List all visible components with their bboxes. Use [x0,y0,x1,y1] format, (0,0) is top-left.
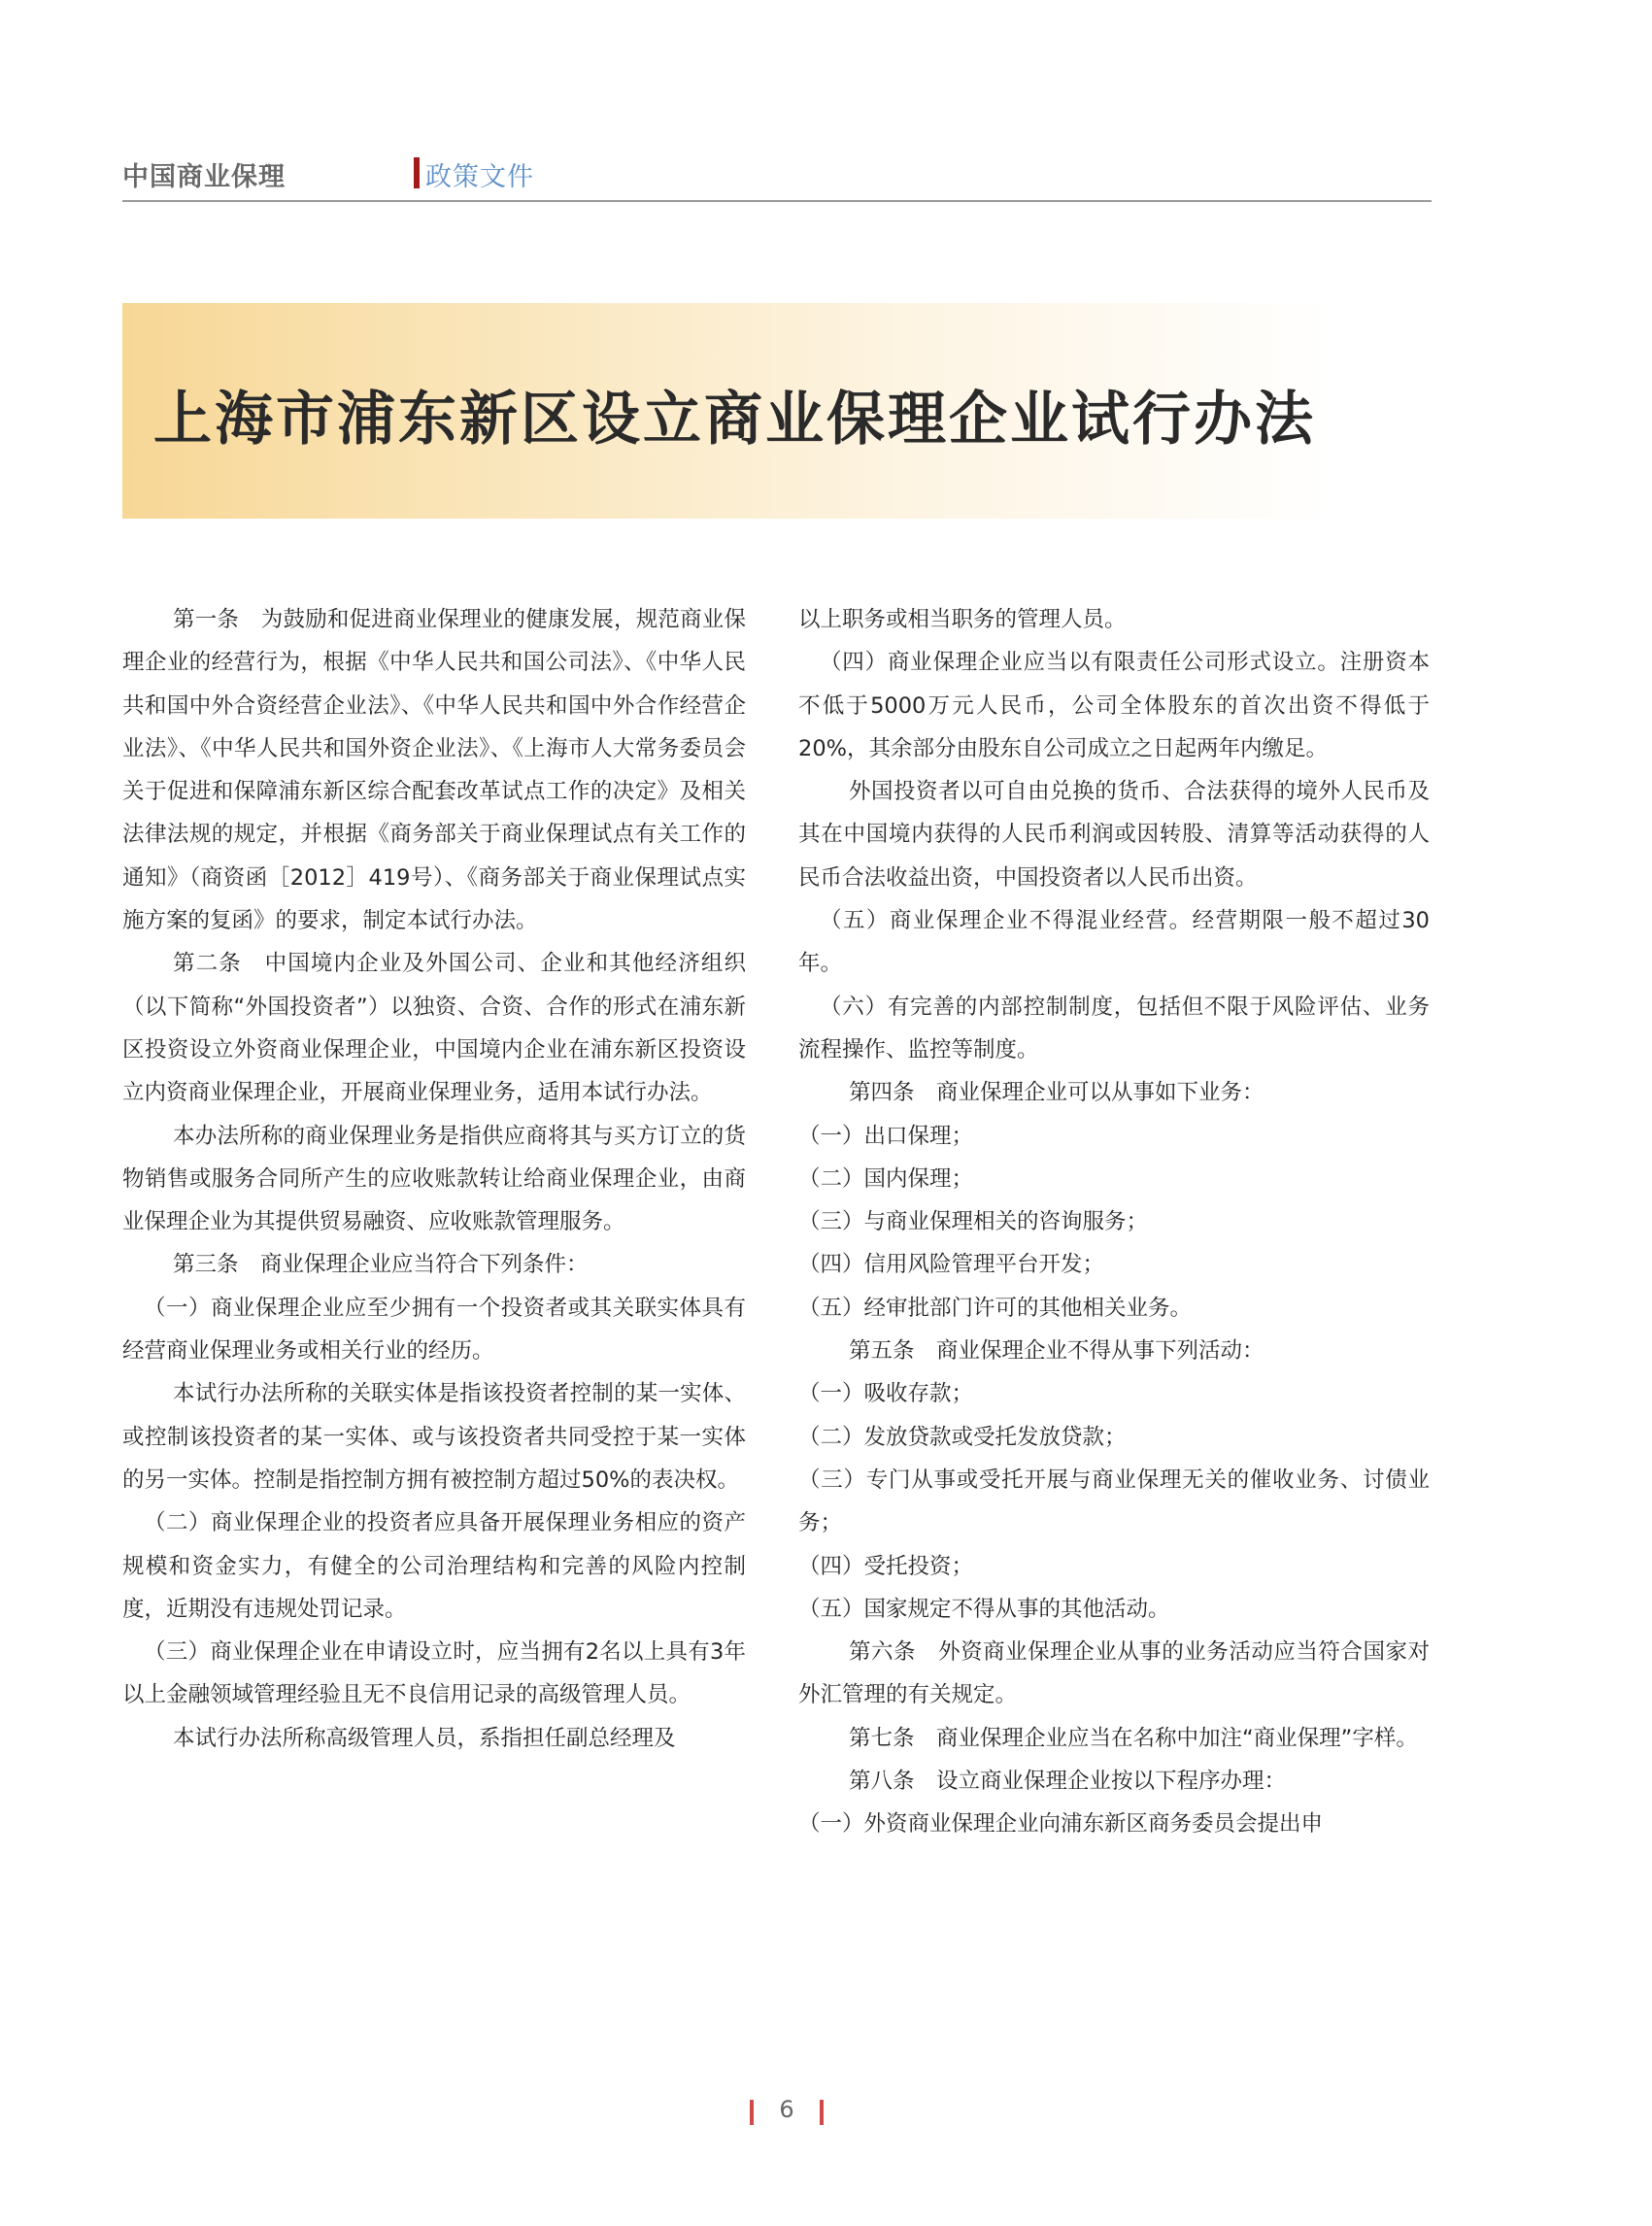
paragraph: 外国投资者以可自由兑换的货币、合法获得的境外人民币及其在中国境内获得的人民币利润或因转股、清算等活动获得的人民币合法收益出资，中国投资者以人民币出资。 [798,779,1430,891]
paragraph: 第七条 商业保理企业应当在名称中加注“商业保理”字样。 [849,1725,1418,1751]
paragraph: 第二条 中国境内企业及外国公司、企业和其他经济组织（以下简称“外国投资者”）以独资、合资、合作的形式在浦东新区投资设立外资商业保理企业，中国境内企业在浦东新区投资设立内资商业保理企业，开展商业保理业务，适用本试行办法。 [122,951,746,1106]
paragraph: 本试行办法所称高级管理人员，系指担任副总经理及 [173,1725,676,1751]
page-number-right-bar [820,2100,824,2125]
magazine-name: 中国商业保理 [122,162,286,192]
paragraph: （一）商业保理企业应至少拥有一个投资者或其关联实体具有经营商业保理业务或相关行业的经历。 [122,1295,746,1365]
left-column [122,598,746,1760]
document-title: 上海市浦东新区设立商业保理企业试行办法 [153,386,1316,454]
paragraph: 第五条 商业保理企业不得从事下列活动： [849,1338,1264,1365]
page-number-text: 6 [779,2096,794,2123]
paragraph: 本办法所称的商业保理业务是指供应商将其与买方订立的货物销售或服务合同所产生的应收账款转让给商业保理企业，由商业保理企业为其提供贸易融资、应收账款管理服务。 [122,1123,746,1235]
header-divider-bar [414,157,420,188]
list-item: （一）出口保理； [798,1123,974,1149]
paragraph: （二）商业保理企业的投资者应具备开展保理业务相应的资产规模和资金实力，有健全的公司治理结构和完善的风险内控制度，近期没有违规处罚记录。 [122,1510,746,1622]
list-item: （三）专门从事或受托开展与商业保理无关的催收业务、讨债业务； [798,1467,1430,1536]
list-item: （二）发放贷款或受托发放贷款； [798,1424,1127,1450]
paragraph: 第八条 设立商业保理企业按以下程序办理： [849,1769,1287,1795]
list-item: （二）国内保理； [798,1165,974,1192]
right-column [798,598,1430,1846]
section-name: 政策文件 [425,162,534,192]
paragraph: 第六条 外资商业保理企业从事的业务活动应当符合国家对外汇管理的有关规定。 [798,1639,1430,1708]
paragraph: 以上职务或相当职务的管理人员。 [798,607,1127,632]
paragraph: 第四条 商业保理企业可以从事如下业务： [849,1080,1264,1106]
paragraph: （四）商业保理企业应当以有限责任公司形式设立。注册资本不低于5000万元人民币，公司全体股东的首次出资不得低于20%，其余部分由股东自公司成立之日起两年内缴足。 [798,650,1430,761]
paragraph: 第三条 商业保理企业应当符合下列条件： [173,1252,589,1278]
page-number [738,2096,835,2131]
paragraph: （三）商业保理企业在申请设立时，应当拥有2名以上具有3年以上金融领域管理经验且无不良信用记录的高级管理人员。 [122,1639,746,1708]
paragraph: （一）外资商业保理企业向浦东新区商务委员会提出申 [798,1811,1324,1838]
paragraph: （五）商业保理企业不得混业经营。经营期限一般不超过30年。 [798,908,1430,977]
running-header [122,148,1432,202]
list-item: （一）吸收存款； [798,1381,974,1407]
list-item: （四）信用风险管理平台开发； [798,1252,1105,1278]
list-item: （三）与商业保理相关的咨询服务； [798,1209,1149,1235]
list-item: （五）国家规定不得从事的其他活动。 [798,1596,1170,1622]
paragraph: 第一条 为鼓励和促进商业保理业的健康发展，规范商业保理企业的经营行为，根据《中华人民共和国公司法》、《中华人民共和国中外合资经营企业法》、《中华人民共和国中外合作经营企业法》、《中华人民共和国外资企业法》、《上海市人大常务委员会关于促进和保障浦东新区综合配套改革试点工作的决定》及相关法律法规的规定，并根据《商务部关于商业保理试点有关工作的通知》（商资函［2012］419号）、《商务部关于商业保理试点实施方案的复函》的要求，制定本试行办法。 [122,607,746,934]
paragraph: （六）有完善的内部控制制度，包括但不限于风险评估、业务流程操作、监控等制度。 [798,994,1430,1062]
paragraph: 本试行办法所称的关联实体是指该投资者控制的某一实体、或控制该投资者的某一实体、或与该投资者共同受控于某一实体的另一实体。控制是指控制方拥有被控制方超过50%的表决权。 [122,1381,746,1493]
list-item: （四）受托投资； [798,1553,974,1579]
list-item: （五）经审批部门许可的其他相关业务。 [798,1295,1193,1321]
